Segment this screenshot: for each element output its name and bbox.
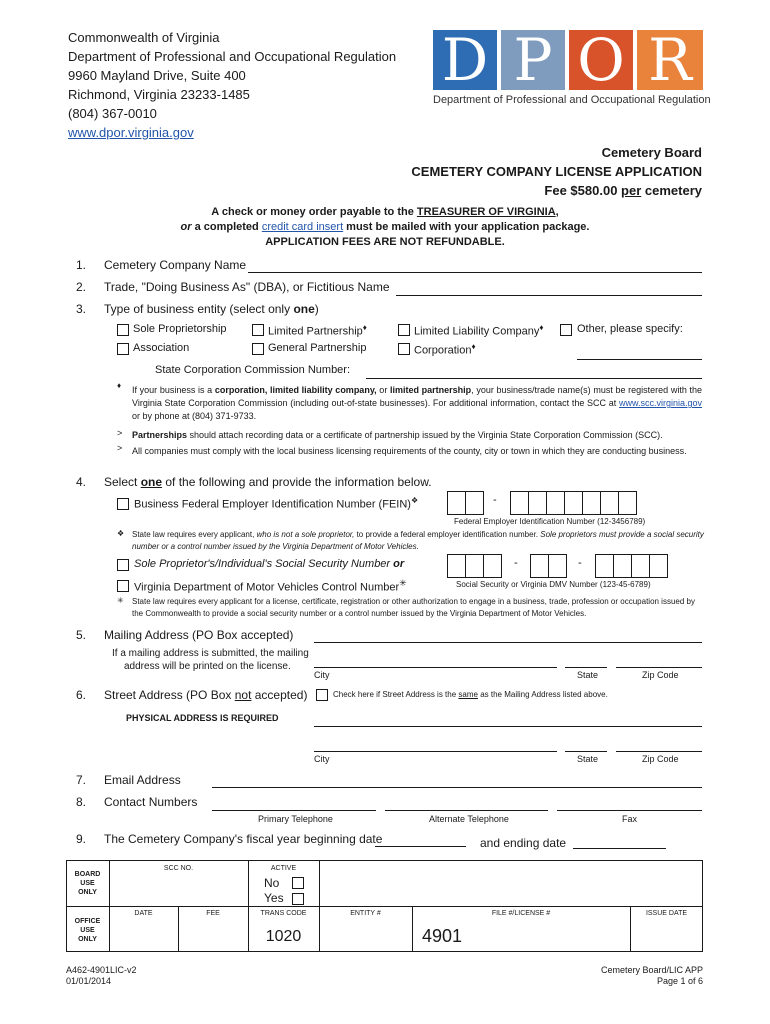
association-checkbox[interactable]	[117, 343, 129, 355]
primary-telephone-field[interactable]	[212, 810, 376, 811]
fein-note	[132, 529, 706, 553]
llc-text: Limited Liability Company	[414, 325, 540, 338]
fein-label	[134, 496, 418, 511]
limited-partnership-checkbox[interactable]	[252, 324, 264, 336]
item-6-number: 6.	[76, 688, 87, 702]
item-6-label	[104, 688, 307, 702]
partnership-note	[132, 430, 702, 440]
scc-number-field[interactable]	[366, 378, 702, 379]
diamond-mark: ♦	[471, 342, 476, 351]
item-6-not: not	[234, 688, 252, 702]
agency-street: 9960 Mayland Drive, Suite 400	[68, 68, 246, 83]
llc-checkbox[interactable]	[398, 324, 410, 336]
fiscal-begin-date-field[interactable]	[375, 846, 466, 847]
mailing-state-field[interactable]	[565, 667, 607, 668]
board-use-line: USE	[80, 880, 95, 887]
other-entity-specify-field[interactable]	[577, 359, 702, 360]
association-label: Association	[133, 342, 190, 354]
ssn-digit-box[interactable]	[465, 554, 484, 578]
arrow-bullet: >	[117, 428, 123, 438]
note-bold: corporation, limited liability company,	[214, 385, 377, 395]
item-8-label: Contact Numbers	[104, 795, 198, 809]
active-yes-checkbox[interactable]	[292, 893, 304, 905]
active-yes-label: Yes	[264, 891, 284, 905]
agency-address	[68, 28, 396, 142]
footer-form-id	[66, 965, 137, 987]
fein-digit-box[interactable]	[600, 491, 619, 515]
mailing-city-caption: City	[314, 670, 330, 680]
ssn-or: or	[393, 558, 405, 570]
item-1-label: Cemetery Company Name	[104, 258, 247, 272]
office-use-line: OFFICE	[74, 918, 101, 925]
logo-letter-r: R	[648, 26, 692, 94]
board-name: Cemetery Board	[601, 145, 702, 160]
ssn-digit-box[interactable]	[483, 554, 502, 578]
office-table-col-divider	[319, 860, 320, 952]
office-table-row-divider	[66, 906, 703, 907]
active-no-label: No	[264, 876, 280, 890]
item-5-number: 5.	[76, 628, 87, 642]
dmv-label	[134, 578, 407, 594]
board-use-line: ONLY	[78, 889, 97, 896]
item-4-number: 4.	[76, 475, 87, 489]
fax-caption: Fax	[622, 814, 638, 824]
item-7-number: 7.	[76, 773, 87, 787]
street-zip-field[interactable]	[616, 751, 702, 752]
office-table-col-divider	[109, 860, 110, 952]
arrow-bullet: >	[117, 443, 123, 453]
item-3-number: 3.	[76, 302, 87, 316]
fee-prefix: Fee $580.00	[544, 183, 622, 198]
entity-header: ENTITY #	[350, 910, 381, 917]
mailing-state-caption: State	[577, 670, 599, 680]
fein-label-text: Business Federal Employer Identification Number (FEIN)	[134, 498, 411, 511]
street-zip-caption: Zip Code	[642, 754, 679, 764]
sole-proprietorship-label: Sole Proprietorship	[133, 323, 227, 335]
payment-line-1	[0, 205, 770, 220]
ssn-digit-box[interactable]	[447, 554, 466, 578]
mailing-note-2: address will be printed on the license.	[124, 661, 291, 672]
note-text: , your business/trade name(s) must be registered with the Virginia State Corporation Commission (including out-of-state businesses). For additional information, contact the SCC at	[132, 385, 703, 408]
payment-or: or	[180, 221, 192, 233]
office-use-line: USE	[80, 927, 95, 934]
other-entity-label: Other, please specify:	[577, 323, 683, 335]
ssn-digit-box[interactable]	[548, 554, 567, 578]
ssn-digit-box[interactable]	[595, 554, 614, 578]
payment-payee: TREASURER OF VIRGINIA	[416, 206, 556, 218]
item-6-prefix: Street Address (PO Box	[104, 688, 235, 702]
llc-label	[414, 323, 543, 338]
footer-board-app: Cemetery Board/LIC APP	[600, 965, 703, 975]
fein-digit-box[interactable]	[546, 491, 565, 515]
fein-digit-box[interactable]	[510, 491, 529, 515]
payment-line1-prefix: A check or money order payable to the	[211, 206, 417, 218]
scc-number-label: State Corporation Commission Number:	[155, 364, 351, 376]
item-7-label: Email Address	[104, 773, 181, 787]
dmv-note-mark: ✳	[117, 596, 124, 605]
other-entity-checkbox[interactable]	[560, 324, 572, 336]
same-as-mailing-prefix: Check here if Street Address is the	[333, 690, 459, 699]
item-4-suffix: of the following and provide the information below.	[162, 475, 432, 489]
ssn-digit-box[interactable]	[631, 554, 650, 578]
scc-no-header: SCC NO.	[163, 865, 194, 872]
note-text: to provide a federal employer identification number.	[354, 530, 541, 539]
fein-note-mark: ❖	[117, 529, 125, 538]
fee-header: FEE	[206, 910, 220, 917]
dmv-label-text: Virginia Department of Motor Vehicles Control Number	[134, 581, 400, 594]
dpor-logo	[433, 26, 711, 112]
physical-address-required: PHYSICAL ADDRESS IS REQUIRED	[126, 713, 279, 723]
note-text: or	[376, 385, 390, 395]
trans-code-value: 1020	[265, 928, 302, 945]
fiscal-ending-label: and ending date	[480, 836, 567, 850]
payment-line2-suffix: must be mailed with your application package.	[343, 221, 590, 233]
fein-mark: ❖	[410, 496, 419, 505]
agency-phone: (804) 367-0010	[68, 106, 157, 121]
footer-form-number: A462-4901LIC-v2	[66, 965, 137, 975]
item-8-number: 8.	[76, 795, 87, 809]
general-partnership-checkbox[interactable]	[252, 343, 264, 355]
mailing-city-field[interactable]	[314, 667, 557, 668]
item-4-bold: one	[140, 475, 163, 489]
street-address-field[interactable]	[314, 726, 702, 727]
office-use-line: ONLY	[78, 936, 97, 943]
form-title: CEMETERY COMPANY LICENSE APPLICATION	[411, 164, 702, 179]
board-use-line: BOARD	[74, 871, 101, 878]
item-4-label	[104, 475, 432, 489]
primary-telephone-caption: Primary Telephone	[258, 814, 333, 824]
board-use-only-label	[66, 870, 109, 897]
fein-digit-box[interactable]	[564, 491, 583, 515]
local-licensing-note: All companies must comply with the local business licensing requirements of the county, city or town in which they are conducting business.	[132, 446, 687, 456]
note-text: If your business is a	[132, 385, 215, 395]
item-3-label-bold: one	[293, 302, 315, 316]
item-4-prefix: Select	[104, 475, 141, 489]
scc-website-link[interactable]: www.scc.virginia.gov	[618, 398, 702, 408]
fee-line	[411, 181, 702, 200]
note-italic: Sole proprietors must provide a social security number or a control number issued by the Virginia Department of Motor Vehicles.	[132, 530, 704, 551]
limited-partnership-text: Limited Partnership	[268, 325, 363, 338]
fax-field[interactable]	[557, 810, 702, 811]
alternate-telephone-field[interactable]	[385, 810, 548, 811]
email-field[interactable]	[212, 787, 702, 788]
corporation-text: Corporation	[414, 344, 472, 357]
agency-city: Richmond, Virginia 23233-1485	[68, 87, 250, 102]
ssn-label-text: Sole Proprietor's/Individual's Social Security Number	[134, 558, 391, 570]
item-2-number: 2.	[76, 280, 87, 294]
footer-page-number: Page 1 of 6	[656, 976, 703, 986]
fein-digit-box[interactable]	[447, 491, 466, 515]
title-block	[411, 143, 702, 200]
footer-page-info	[601, 965, 703, 987]
limited-partnership-label	[268, 323, 367, 338]
item-2-label: Trade, "Doing Business As" (DBA), or Fictitious Name	[104, 280, 390, 294]
payment-line-2	[0, 220, 770, 235]
note-italic: who is not a sole proprietor,	[256, 530, 355, 539]
office-use-only-label	[66, 917, 109, 944]
fein-dash: -	[493, 494, 497, 506]
payment-line1-suffix: ,	[555, 206, 559, 218]
street-city-caption: City	[314, 754, 330, 764]
item-3-label-suffix: )	[314, 302, 319, 316]
item-9-number: 9.	[76, 832, 87, 846]
fiscal-end-date-field[interactable]	[573, 848, 666, 849]
agency-org: Commonwealth of Virginia	[68, 30, 220, 45]
trans-code-header: TRANS CODE	[260, 910, 307, 917]
dmv-checkbox[interactable]	[117, 580, 129, 592]
dmv-mark: ✳	[399, 578, 407, 588]
item-1-number: 1.	[76, 258, 87, 272]
mailing-zip-field[interactable]	[616, 667, 702, 668]
item-5-label: Mailing Address (PO Box accepted)	[104, 628, 294, 642]
note-bold: Partnerships	[132, 430, 188, 440]
ssn-digit-box[interactable]	[530, 554, 549, 578]
active-header: ACTIVE	[270, 865, 297, 872]
active-no-checkbox[interactable]	[292, 877, 304, 889]
diamond-bullet: ♦	[117, 381, 122, 390]
agency-dept: Department of Professional and Occupational Regulation	[68, 49, 397, 64]
mailing-note-1: If a mailing address is submitted, the mailing	[112, 648, 309, 659]
ssn-dash: -	[514, 557, 518, 569]
logo-tagline: Department of Professional and Occupational Regulation	[433, 94, 711, 106]
fein-caption: Federal Employer Identification Number (12-3456789)	[454, 517, 646, 526]
note-text: State law requires every applicant,	[132, 530, 257, 539]
ssn-caption: Social Security or Virginia DMV Number (123-45-6789)	[456, 580, 651, 589]
payment-line2-mid: a completed	[191, 221, 262, 233]
same-as-mailing-label	[333, 690, 608, 699]
issue-date-header: ISSUE DATE	[645, 910, 688, 917]
general-partnership-label: General Partnership	[268, 342, 367, 354]
same-as-mailing-checkbox[interactable]	[316, 689, 328, 701]
fein-digit-box[interactable]	[528, 491, 547, 515]
sole-proprietorship-checkbox[interactable]	[117, 324, 129, 336]
logo-letter-p: P	[513, 26, 553, 94]
street-city-field[interactable]	[314, 751, 557, 752]
ssn-checkbox[interactable]	[117, 559, 129, 571]
file-number-value: 4901	[422, 926, 463, 946]
note-bold: limited partnership	[389, 385, 472, 395]
fee-suffix: cemetery	[641, 183, 702, 198]
logo-letter-o: O	[577, 26, 625, 94]
agency-website-link[interactable]: www.dpor.virginia.gov	[68, 125, 194, 140]
same-as-mailing-same: same	[458, 690, 478, 699]
ssn-digit-box[interactable]	[649, 554, 668, 578]
item-9-label: The Cemetery Company's fiscal year beginning date	[104, 832, 383, 846]
same-as-mailing-suffix: as the Mailing Address listed above.	[477, 690, 608, 699]
note-text: or by phone at (804) 371-9733.	[132, 411, 257, 421]
diamond-mark: ♦	[362, 323, 367, 332]
street-state-field[interactable]	[565, 751, 607, 752]
payment-instructions	[0, 205, 770, 250]
corporation-label	[414, 342, 476, 357]
fein-checkbox[interactable]	[117, 498, 129, 510]
logo-letter-d: D	[441, 26, 489, 94]
credit-card-insert-link[interactable]: credit card insert	[261, 221, 344, 233]
alternate-telephone-caption: Alternate Telephone	[429, 814, 509, 824]
date-header: DATE	[134, 910, 153, 917]
dmv-note: State law requires every applicant for a license, certificate, registration or other authorization to engage in a business, trade, profession or occupation issued by the Commonwealth to provide a social security number or a control number issued by the Virginia Department of Motor Vehicles.	[132, 597, 695, 618]
payment-line-3: APPLICATION FEES ARE NOT REFUNDABLE.	[265, 236, 505, 248]
ssn-dash: -	[578, 557, 582, 569]
mailing-street-field[interactable]	[314, 642, 702, 643]
company-name-field[interactable]	[248, 272, 702, 273]
street-state-caption: State	[577, 754, 599, 764]
item-3-label-prefix: Type of business entity (select only	[104, 302, 294, 316]
mailing-zip-caption: Zip Code	[642, 670, 679, 680]
note-text: should attach recording data or a certificate of partnership issued by the Virginia State Corporation Commission (SCC).	[187, 430, 663, 440]
footer-form-date: 01/01/2014	[66, 976, 112, 986]
ssn-digit-box[interactable]	[613, 554, 632, 578]
ssn-label	[134, 558, 404, 570]
file-license-header: FILE #/LICENSE #	[491, 910, 551, 917]
fee-per: per	[621, 183, 642, 198]
registration-note	[132, 384, 702, 423]
item-6-suffix: accepted)	[251, 688, 308, 702]
diamond-mark: ♦	[539, 323, 544, 332]
fein-digit-box[interactable]	[582, 491, 601, 515]
corporation-checkbox[interactable]	[398, 343, 410, 355]
dba-name-field[interactable]	[396, 295, 702, 296]
fein-digit-box[interactable]	[465, 491, 484, 515]
item-3-label	[104, 302, 319, 316]
fein-digit-box[interactable]	[618, 491, 637, 515]
